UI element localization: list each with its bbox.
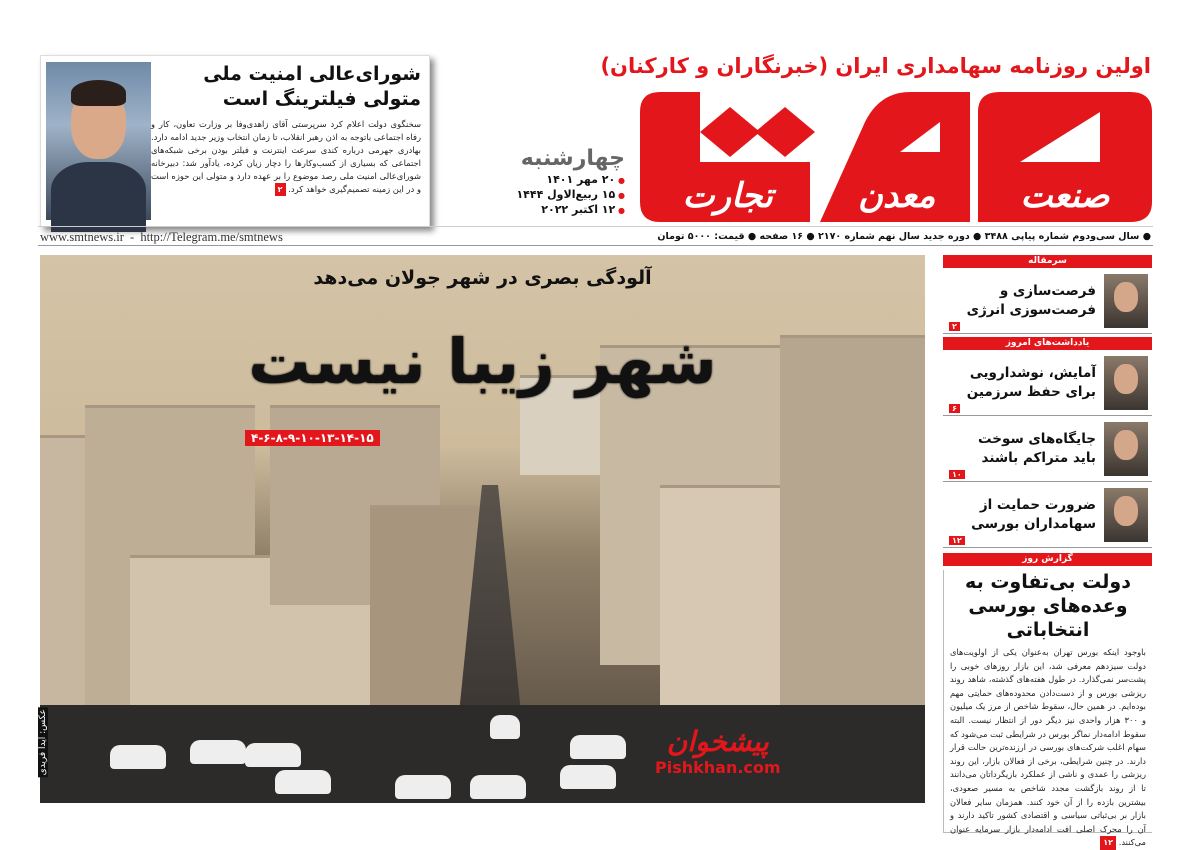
item-title: باید متراکم باشند xyxy=(981,450,1096,466)
page-ref: ۲ xyxy=(275,183,286,196)
date-gregorian: ● ۱۲ اکتبر ۲۰۲۲ xyxy=(500,203,625,216)
photo-credit: عکس: آیدا فریدی xyxy=(38,709,48,776)
item-title: برای حفظ سرزمین xyxy=(966,384,1096,400)
website-links[interactable]: www.smtnews.ir - http://Telegram.me/smtnews xyxy=(40,230,283,244)
date-solar: ● ۲۰ مهر ۱۴۰۱ xyxy=(500,173,625,186)
author-photo xyxy=(1104,274,1148,328)
lead-title-line: متولی فیلترینگ است xyxy=(222,88,421,110)
divider xyxy=(38,245,1153,246)
logo-word-mine: معدن xyxy=(857,176,936,216)
lead-title xyxy=(151,62,421,112)
masthead-tagline: اولین روزنامه سهامداری ایران (خبرنگاران و کارکنان) xyxy=(600,54,1151,78)
main-kicker: آلودگی بصری در شهر جولان می‌دهد xyxy=(313,267,652,289)
page-ref: ۲ xyxy=(949,322,960,331)
lead-body-text: سخنگوی دولت اعلام کرد سرپرستی آقای زاهدی‌وفا بر وزارت تعاون، کار و رفاه اجتماعی باتوجه به اذن رهبر انقلاب، تا زمان انتخاب وزیر جدید ادامه دارد. بهادری جهرمی درباره کندی سرعت اینترنت و فیلتر بودن برخی شبکه‌های اجتماعی که بسیاری از کسب‌وکارها را دچار زیان کرده، یادآور شد: دبیرخانه شورای‌عالی امنیت ملی رصد موضوع را بر عهده دارد و متولی این حوزه است و در این زمینه تصمیم‌گیری خواهد کرد. xyxy=(151,119,421,194)
lead-title-line: شورای‌عالی امنیت ملی xyxy=(203,63,421,85)
divider xyxy=(38,226,1153,227)
note-item[interactable] xyxy=(943,420,1152,482)
report-title: دولت بی‌تفاوت به xyxy=(965,571,1131,593)
report-story[interactable] xyxy=(943,570,1152,848)
report-body: باوجود اینکه بورس تهران به‌عنوان یکی از اولویت‌های دولت سیزدهم معرفی شد، این بازار روزهای خوبی را پشت‌سر نمی‌گذارد. در طول هفته‌های گذشته، شاهد روند ریزشی بورس و از دست‌دادن محدوده‌های حمایتی مهم بوده‌ایم. در همین حال، سقوط شاخص از مرز یک میلیون و ۳۰۰ هزار واحدی نیز دیگر دور از انتظار نیست. البته سقوط ادامه‌دار نماگر بورس در شرایطی ثبت می‌شود که سهام اغلب شرکت‌های بورسی در ارزنده‌ترین حالت قرار دارند. در چنین شرایطی، برخی از فعالان بازار، این روند ریزشی را عمدی و ناشی از عملکرد بازیگرداتان می‌دانند تا از روند بازگشت مجدد شاخص به مسیر صعودی، بیشترین بازده را از آن خود کنند. همزمان سایر فعالان بازار بر بی‌ثباتی سیاسی و اقتصادی کشور تاکید دارند و آن را محرک اصلی افت ادامه‌دار بازار سرمایه عنوان می‌کنند. xyxy=(950,647,1146,848)
issue-date xyxy=(500,146,625,216)
note-item[interactable] xyxy=(943,486,1152,548)
editorial-item[interactable] xyxy=(943,272,1152,334)
logo-word-trade: تجارت xyxy=(682,176,773,216)
page-refs: ۴-۶-۸-۹-۱۰-۱۳-۱۴-۱۵ xyxy=(245,430,380,446)
watermark-en: Pishkhan.com xyxy=(655,758,781,777)
author-photo xyxy=(1104,422,1148,476)
item-title: فرصت‌سازی و xyxy=(999,283,1096,299)
lead-body xyxy=(151,118,421,196)
date-lunar: ● ۱۵ ربیع‌الاول ۱۴۴۴ xyxy=(500,188,625,201)
main-headline: شهر زیبا نیست xyxy=(248,325,717,398)
page-ref: ۱۲ xyxy=(1100,836,1116,850)
watermark-fa: پیشخوان xyxy=(666,725,769,758)
item-title: آمایش، نوشدارویی xyxy=(969,365,1096,381)
masthead-logo xyxy=(640,92,1152,222)
author-photo xyxy=(1104,356,1148,410)
section-notes: یادداشت‌های امروز xyxy=(943,337,1152,350)
right-column xyxy=(943,255,1152,848)
author-photo xyxy=(1104,488,1148,542)
item-title: جایگاه‌های سوخت xyxy=(977,431,1096,447)
weekday: چهارشنبه xyxy=(520,146,625,171)
item-title: ضرورت حمایت از xyxy=(979,497,1096,513)
item-title: سهامداران بورسی xyxy=(971,516,1096,532)
page-ref: ۶ xyxy=(949,404,960,413)
page-ref: ۱۰ xyxy=(949,470,965,479)
note-item[interactable] xyxy=(943,354,1152,416)
main-photo[interactable] xyxy=(40,255,925,803)
report-title: وعده‌های بورسی انتخاباتی xyxy=(968,595,1128,641)
logo-word-industry: صنعت xyxy=(1020,176,1110,216)
issue-info: ● سال سی‌ودوم شماره پیاپی ۳۴۸۸ ● دوره جدید سال نهم شماره ۲۱۷۰ ● ۱۶ صفحه ● قیمت: ۵۰۰۰ تومان xyxy=(657,231,1151,242)
section-editorial: سرمقاله xyxy=(943,255,1152,268)
item-title: فرصت‌سوزی انرژی xyxy=(966,302,1096,318)
watermark xyxy=(655,725,781,777)
page-ref: ۱۲ xyxy=(949,536,965,545)
lead-photo xyxy=(46,62,151,220)
section-report: گزارش روز xyxy=(943,553,1152,566)
lead-story[interactable] xyxy=(40,55,430,227)
